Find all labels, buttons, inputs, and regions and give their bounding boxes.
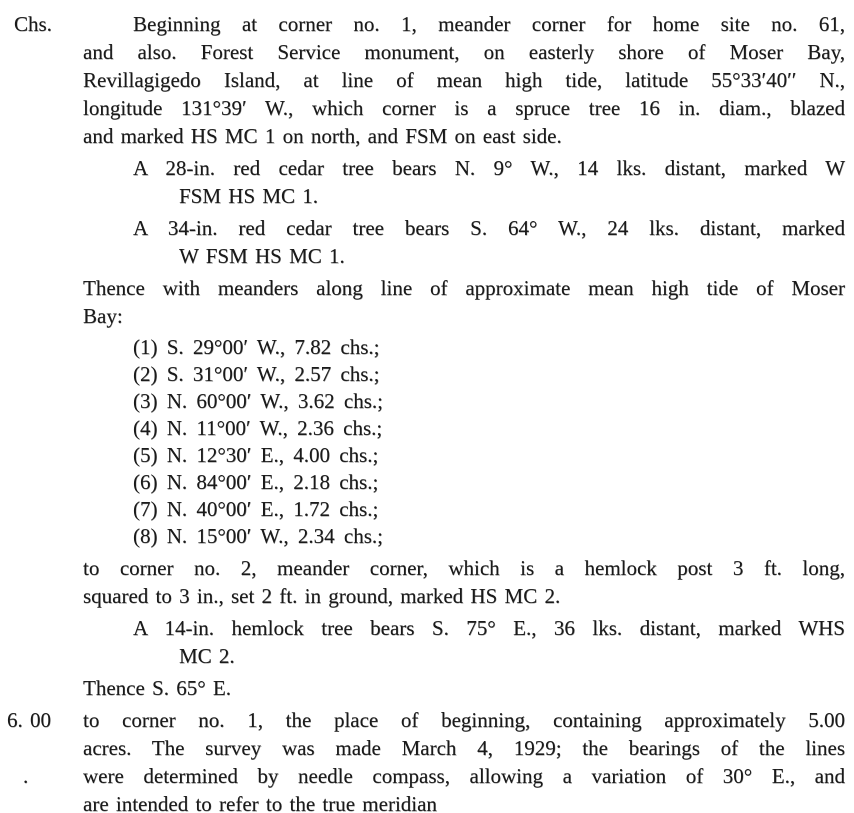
text-line: to corner no. 2, meander corner, which is a hemlock post 3 ft. long, [83,556,845,580]
text-line: are intended to refer to the true meridian [83,792,437,813]
course-item: (7) N. 40°00′ E., 1.72 chs.; [133,497,379,521]
distance-chains-value: 6. 00 [7,708,51,732]
document-body [7,10,845,813]
course-item: (2) S. 31°00′ W., 2.57 chs.; [133,362,380,386]
meander-courses-list [83,334,845,550]
text-line: and marked HS MC 1 on north, and FSM on east side. [83,124,562,148]
bearing-tree-note-3 [83,614,845,670]
course-item: (3) N. 60°00′ W., 3.62 chs.; [133,389,383,413]
course-item: (1) S. 29°00′ W., 7.82 chs.; [133,335,380,359]
text-line: longitude 131°39′ W., which corner is a spruce tree 16 in. diam., blazed [83,96,845,120]
text-line: MC 2. [179,644,235,668]
corner-2-paragraph [83,554,845,610]
text-line: and also. Forest Service monument, on easterly shore of Moser Bay, [83,40,845,64]
stray-period: . [23,764,29,788]
bearing-tree-note-2 [83,214,845,270]
text-line: Revillagigedo Island, at line of mean high tide, latitude 55°33′40′′ N., [83,68,845,92]
text-line: W FSM HS MC 1. [179,244,345,268]
course-item: (5) N. 12°30′ E., 4.00 chs.; [133,443,379,467]
course-item: (8) N. 15°00′ W., 2.34 chs.; [133,524,383,548]
thence-bearing-line [83,674,845,702]
text-line: Bay: [83,304,123,328]
course-item: (6) N. 84°00′ E., 2.18 chs.; [133,470,379,494]
text-line: A 14-in. hemlock tree bears S. 75° E., 36 lks. distant, marked WHS [133,616,845,640]
bearing-tree-note-1 [83,154,845,210]
course-item: (4) N. 11°00′ W., 2.36 chs.; [133,416,383,440]
opening-paragraph [14,10,845,150]
text-line: acres. The survey was made March 4, 1929; the bearings of the lines [83,736,845,760]
text-line: squared to 3 in., set 2 ft. in ground, marked HS MC 2. [83,584,561,608]
text-line: A 34-in. red cedar tree bears S. 64° W., 24 lks. distant, marked [133,216,845,240]
text-line: were determined by needle compass, allowing a variation of 30° E., and [83,764,845,788]
closing-paragraph [7,706,845,813]
text-line: FSM HS MC 1. [179,184,319,208]
chains-column-header: Chs. [14,12,52,36]
text-line: Beginning at corner no. 1, meander corner for home site no. 61, [133,12,845,36]
text-line: Thence S. 65° E. [83,676,231,700]
text-line: Thence with meanders along line of approximate mean high tide of Moser [83,276,845,300]
text-line: A 28-in. red cedar tree bears N. 9° W., 14 lks. distant, marked W [133,156,845,180]
meanders-intro-paragraph [83,274,845,330]
text-line: to corner no. 1, the place of beginning, containing approximately 5.00 [83,708,845,732]
